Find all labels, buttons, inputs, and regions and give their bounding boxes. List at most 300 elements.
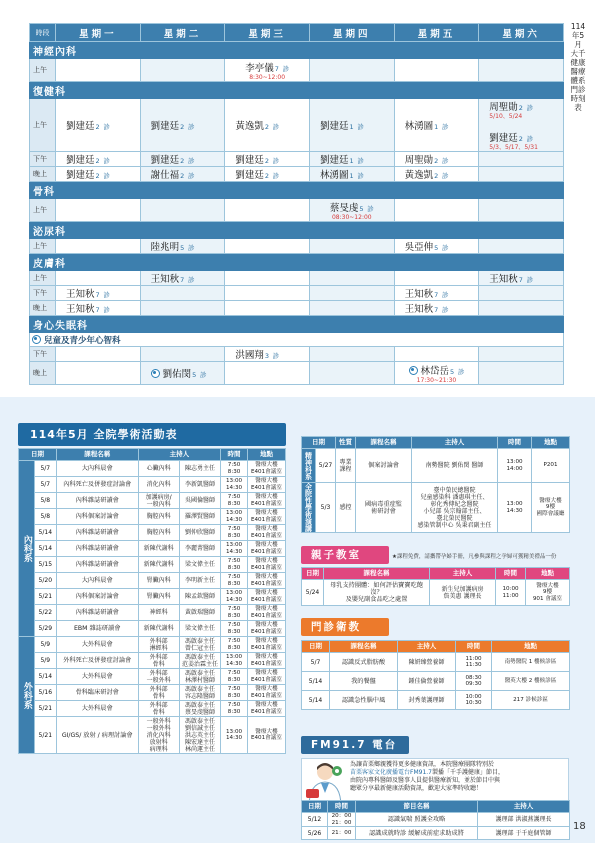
place-cell: 217 診候診區 <box>492 691 570 710</box>
academic-row <box>19 621 286 637</box>
date-cell: 5/29 <box>34 621 56 637</box>
schedule-cell <box>225 301 310 316</box>
header-cell: 時間 <box>221 449 248 461</box>
time-slot: 上午 <box>30 59 56 82</box>
fm-text-1: 為讓苗栗鄉親獲得更多健康資訊，本院醫療團隊特別於 <box>350 761 495 768</box>
schedule-cell <box>225 239 310 254</box>
dept-cell: 外科部 淋經科 <box>138 637 179 653</box>
schedule-cell <box>479 362 564 385</box>
date-cell: 5/14 <box>34 525 56 541</box>
schedule-cell <box>140 286 225 301</box>
place-cell: 醫療大樓 E401會議室 <box>247 477 285 493</box>
clinic-unit-label: 診 <box>272 157 280 165</box>
schedule-cell <box>140 271 225 286</box>
dept-cell: 腎臟內科 <box>138 589 179 605</box>
dept-cell: 一般外科 一般外科 消化內科 放射科 病理科 <box>138 717 179 754</box>
time-cell: 13:00 14:30 <box>221 509 248 525</box>
schedule-cell <box>56 99 141 152</box>
fm-row <box>302 827 570 840</box>
schedule-cell <box>309 239 394 254</box>
schedule-cell <box>394 99 479 152</box>
time-cell: 7:50 8:30 <box>221 621 248 637</box>
parent-row <box>302 580 570 606</box>
department-name: 皮膚科 <box>30 254 564 271</box>
sub-department-name: 兒童及青少年心智科 <box>44 335 121 346</box>
time-slot: 晚上 <box>30 362 56 385</box>
department-row <box>30 254 564 271</box>
doctor-name: 王知秋 <box>489 274 518 285</box>
schedule-row <box>30 271 564 286</box>
header-cell: 星期五 <box>394 24 479 42</box>
schedule-cell <box>394 59 479 82</box>
clinic-unit-label: 診 <box>188 172 195 180</box>
schedule-cell <box>479 199 564 222</box>
place-cell: 醫療大樓 E401會議室 <box>247 493 285 509</box>
department-name: 身心失眠科 <box>30 316 564 333</box>
doctor-name: 劉建廷 <box>66 121 95 132</box>
place-cell: 醫療大樓 E401會議室 <box>247 557 285 573</box>
schedule-cell <box>394 152 479 167</box>
schedule-cell <box>309 286 394 301</box>
clinic-room: 2 <box>180 157 185 165</box>
time-cell: 13:00 14:30 <box>221 717 248 754</box>
header-cell: 主持人 <box>412 437 498 449</box>
time-slot: 下午 <box>30 286 56 301</box>
dept-cell: 心臟內科 <box>138 461 179 477</box>
date-cell: 5/12 <box>302 813 328 827</box>
clinic-room: 2 <box>95 172 100 180</box>
host-cell: 吳國倫醫師 <box>179 493 220 509</box>
topic-cell: 內科個案討論會 <box>56 589 138 605</box>
doctor-name: 王知秋 <box>404 289 434 300</box>
schedule-row <box>30 347 564 362</box>
clinic-unit-label: 診 <box>357 172 364 180</box>
clinic-room: 2 <box>95 157 100 165</box>
clinic-room: 2 <box>264 123 269 131</box>
clinic-education-table <box>301 640 570 710</box>
schedule-cell <box>394 167 479 182</box>
header-cell: 日期 <box>302 437 336 449</box>
clinic-room: 2 <box>518 135 523 143</box>
time-slot: 下午 <box>30 152 56 167</box>
clinic-room: 7 <box>518 276 523 284</box>
clinic-room: 2 <box>518 104 523 112</box>
header-cell: 課程名稱 <box>356 437 412 449</box>
schedule-cell <box>479 99 564 152</box>
parent-class-note: ★課程免費，請攜帶孕婦手冊，凡參與課程之孕婦可獲精美禮品一份 <box>392 554 557 560</box>
clinic-room: 2 <box>264 157 269 165</box>
header-cell: 課程名稱 <box>324 568 430 580</box>
schedule-cell <box>225 199 310 222</box>
time-cell: 7:50 8:30 <box>221 573 248 589</box>
clinic-room: 5 <box>180 244 185 252</box>
clinic-room: 7 <box>95 291 100 299</box>
header-cell: 星期三 <box>225 24 310 42</box>
department-row <box>30 182 564 199</box>
schedule-cell <box>309 199 394 222</box>
time-cell: 7:50 8:30 <box>221 685 248 701</box>
clinic-unit-label: 診 <box>441 244 449 252</box>
schedule-cell <box>56 347 141 362</box>
academic-row <box>19 605 286 621</box>
schedule-cell <box>225 286 310 301</box>
clinic-unit-label: 診 <box>441 291 449 299</box>
schedule-cell <box>394 286 479 301</box>
schedule-row <box>30 286 564 301</box>
time-cell: 13:00 14:30 <box>221 653 248 669</box>
department-name: 骨科 <box>30 182 564 199</box>
host-cell: 馮啟泰主任 范姜治霖主任 <box>179 653 220 669</box>
topic-cell: 大外科晨會 <box>56 701 138 717</box>
date-cell: 5/14 <box>34 669 56 685</box>
schedule-row <box>30 199 564 222</box>
topic-cell: 認識反式脂肪酸 <box>330 653 398 672</box>
clinic-education-title: 門診衛教 <box>301 618 389 636</box>
clinic-room: 2 <box>434 157 439 165</box>
time-slot: 上午 <box>30 271 56 286</box>
header-cell: 課程名稱 <box>330 641 398 653</box>
fm-text-2: 製播「千手護健康」節目， <box>432 769 505 776</box>
clinic-unit-label: 診 <box>103 291 110 299</box>
academic-row <box>19 717 286 754</box>
fm-radio-description <box>350 761 565 793</box>
table-header-row <box>302 568 570 580</box>
doctor-name: 黃逸凱 <box>404 170 434 181</box>
doctor-name: 黃逸凱 <box>235 121 264 132</box>
clinic-room: 1 <box>349 157 354 165</box>
academic-row <box>19 685 286 701</box>
time-cell: 7:50 8:30 <box>221 493 248 509</box>
topic-cell: 內科個案討論會 <box>56 509 138 525</box>
type-cell: 感控 <box>336 483 356 533</box>
schedule-cell <box>479 347 564 362</box>
date-cell: 5/14 <box>302 672 330 691</box>
schedule-cell <box>479 152 564 167</box>
date-cell: 5/7 <box>34 477 56 493</box>
group-label: 外科系 <box>19 637 35 754</box>
doctor-name: 林岱岳 <box>420 365 450 377</box>
academic-row <box>19 669 286 685</box>
schedule-cell <box>479 239 564 254</box>
schedule-cell <box>56 239 141 254</box>
time-cell: 7:50 8:30 <box>221 701 248 717</box>
schedule-cell <box>394 271 479 286</box>
clinic-room: 7 <box>434 306 439 314</box>
doctor-name: 劉建廷 <box>235 155 264 166</box>
topic-cell: 外科死亡及併發症討論會 <box>56 653 138 669</box>
host-cell: 馮啟泰主任 曾仁冠主任 <box>179 637 220 653</box>
dept-cell: 外科部 骨科 <box>138 685 179 701</box>
header-cell: 主持人 <box>398 641 456 653</box>
clinic-unit-label: 診 <box>272 172 280 180</box>
schedule-cell <box>394 239 479 254</box>
host-cell: 黃啟瑞醫師 <box>179 605 220 621</box>
header-cell: 時間 <box>496 568 526 580</box>
academic-row <box>19 509 286 525</box>
topic-cell: 大外科晨會 <box>56 669 138 685</box>
schedule-cell <box>394 301 479 316</box>
dept-cell: 新陳代謝科 <box>138 557 179 573</box>
clinic-unit-label: 診 <box>441 306 449 314</box>
clinic-room: 7 <box>434 291 439 299</box>
schedule-cell <box>225 362 310 385</box>
schedule-cell <box>309 167 394 182</box>
academic-row <box>19 525 286 541</box>
clinic-unit-label: 診 <box>103 172 110 180</box>
clinic-room: 2 <box>95 123 100 131</box>
topic-cell: 個案討論會 <box>356 449 412 483</box>
doctor-name: 劉建廷 <box>319 121 349 132</box>
time-cell: 08:30 09:30 <box>456 672 492 691</box>
clinic-unit-label: 診 <box>188 157 195 165</box>
doctor-name: 王知秋 <box>150 274 180 285</box>
header-cell: 主持人 <box>138 449 221 461</box>
schedule-cell <box>479 167 564 182</box>
schedule-cell <box>479 301 564 316</box>
clinic-room: 5 <box>434 244 439 252</box>
clinic-row <box>302 691 570 710</box>
clinic-unit-label: 診 <box>188 244 195 252</box>
type-cell: 專業課程 <box>336 449 356 483</box>
host-cell: 陳孟欽醫師 <box>179 589 220 605</box>
doctor-name: 劉建廷 <box>66 170 95 181</box>
host-cell: 新生兒加護病房 詹美惠 護理長 <box>430 580 496 606</box>
header-cell: 日期 <box>302 641 330 653</box>
host-cell: 劉仲欣醫師 <box>179 525 220 541</box>
header-cell: 日期 <box>302 568 324 580</box>
host-cell: 護理部 洪淑燕護理長 <box>478 813 570 827</box>
host-cell: 南勢醫院 劉佑閔 醫師 <box>412 449 498 483</box>
clinic-room: 1 <box>349 172 354 180</box>
place-cell: 醫療大樓 9樓 901 會議室 <box>526 580 570 606</box>
header-cell: 星期四 <box>309 24 394 42</box>
academic-row <box>19 557 286 573</box>
doctor-name: 王知秋 <box>66 304 95 315</box>
schedule-cell <box>56 199 141 222</box>
clinic-room: 1 <box>349 123 354 131</box>
header-cell: 日期 <box>19 449 57 461</box>
date-cell: 5/15 <box>34 557 56 573</box>
clinic-room: 1 <box>434 123 439 131</box>
time-slot: 下午 <box>30 347 56 362</box>
department-row <box>30 222 564 239</box>
date-cell: 5/24 <box>302 580 324 606</box>
topic-cell: 內科雜誌研讀會 <box>56 493 138 509</box>
date-cell: 5/14 <box>34 541 56 557</box>
schedule-cell <box>394 347 479 362</box>
topic-cell: 大內科晨會 <box>56 461 138 477</box>
schedule-cell <box>140 152 225 167</box>
psych-row <box>302 483 570 533</box>
date-cell: 5/21 <box>34 589 56 605</box>
topic-cell: 母乳支持團體：如何評估寶寶吃飽沒？ 及嬰兒副食品吃之處置 <box>324 580 430 606</box>
clinic-unit-label: 診 <box>526 135 534 143</box>
date-cell: 5/9 <box>34 653 56 669</box>
time-slot: 晚上 <box>30 167 56 182</box>
place-cell: P201 <box>532 449 570 483</box>
doctor-name: 蔡旻虔 <box>329 202 359 214</box>
date-cell: 5/16 <box>34 685 56 701</box>
schedule-cell <box>140 239 225 254</box>
place-cell: 醫療大樓 E401會議室 <box>247 573 285 589</box>
clinic-unit-label: 診 <box>526 104 534 112</box>
topic-cell: 內科雜誌研讀會 <box>56 541 138 557</box>
header-cell: 性質 <box>336 437 356 449</box>
clinic-unit-label: 診 <box>103 306 110 314</box>
schedule-row <box>30 239 564 254</box>
clinic-unit-label: 診 <box>367 204 374 213</box>
header-cell: 主持人 <box>430 568 496 580</box>
academic-row <box>19 653 286 669</box>
topic-cell: 內科雜誌研讀會 <box>56 557 138 573</box>
clinic-room: 7 <box>180 276 185 284</box>
topic-cell: 內科雜誌研讀會 <box>56 605 138 621</box>
clinic-unit-label: 診 <box>357 157 364 165</box>
dept-cell: 胸腔內科 <box>138 509 179 525</box>
clinic-unit-label: 診 <box>441 172 449 180</box>
topic-cell: 認識氣喘 照護全攻略 <box>356 813 478 827</box>
clinic-unit-label: 診 <box>272 123 280 131</box>
clinic-row <box>302 672 570 691</box>
schedule-cell <box>479 286 564 301</box>
department-row <box>30 42 564 59</box>
schedule-cell <box>56 271 141 286</box>
academic-row <box>19 701 286 717</box>
time-cell: 13:00 14:30 <box>221 589 248 605</box>
place-cell: 醫療大樓 9樓 國際會議廳 <box>532 483 570 533</box>
topic-cell: 大內科晨會 <box>56 573 138 589</box>
time-cell: 13:00 14:30 <box>498 483 532 533</box>
fm-row <box>302 813 570 827</box>
table-header-row <box>302 801 570 813</box>
clinic-row <box>302 653 570 672</box>
clinic-time: 08:30~12:00 <box>331 213 372 221</box>
schedule-cell <box>394 199 479 222</box>
time-cell: 13:00 14:30 <box>221 541 248 557</box>
schedule-cell <box>225 347 310 362</box>
schedule-cell <box>225 99 310 152</box>
time-cell: 7:50 8:30 <box>221 525 248 541</box>
department-name: 復健科 <box>30 82 564 99</box>
date-cell: 5/3 <box>316 483 336 533</box>
clinic-unit-label: 診 <box>441 123 449 131</box>
clinic-room: 2 <box>180 123 185 131</box>
schedule-cell <box>479 59 564 82</box>
group-label: 全院性學術演講 <box>302 483 316 533</box>
host-cell: 李麗菁醫師 <box>179 541 220 557</box>
fm-text-4: 聽眾分享最新健康活動資訊，歡迎大家準時收聽！ <box>350 785 483 792</box>
host-cell: 羅澤賢醫師 <box>179 509 220 525</box>
place-cell: 醫療大樓 E401會議室 <box>247 669 285 685</box>
doctor-name: 劉建廷 <box>489 133 518 144</box>
clinic-unit-label: 診 <box>457 367 465 376</box>
schedule-row <box>30 362 564 385</box>
date-cell: 5/14 <box>302 691 330 710</box>
header-cell: 時間 <box>456 641 492 653</box>
doctor-name: 王知秋 <box>66 289 95 300</box>
host-cell: 梁文偉主任 <box>179 621 220 637</box>
header-cell: 地點 <box>247 449 285 461</box>
place-cell: 醫療大樓 E401會議室 <box>247 509 285 525</box>
header-cell: 時間 <box>328 801 356 813</box>
place-cell: 醫療大樓 E401會議室 <box>247 621 285 637</box>
place-cell: 醫英大樓 2 樓候診區 <box>492 672 570 691</box>
doctor-name: 李亭儀 <box>245 62 274 74</box>
header-cell: 課程名稱 <box>56 449 138 461</box>
place-cell: 醫療大樓 E401會議室 <box>247 461 285 477</box>
place-cell: 醫療大樓 E401會議室 <box>247 717 285 754</box>
time-cell: 7:50 8:30 <box>221 605 248 621</box>
academic-row <box>19 461 286 477</box>
date-cell: 5/26 <box>302 827 328 840</box>
table-header-row <box>19 449 286 461</box>
place-cell: 醫療大樓 E401會議室 <box>247 589 285 605</box>
time-cell: 11:00 11:30 <box>456 653 492 672</box>
clinic-time: 8:30~12:00 <box>249 73 286 81</box>
location-pin-icon <box>409 366 418 375</box>
schedule-cell <box>225 59 310 82</box>
doctor-name: 劉建廷 <box>66 155 95 166</box>
header-cell: 星期二 <box>140 24 225 42</box>
topic-cell: 內科雜誌研讀會 <box>56 525 138 541</box>
dept-cell: 外科部 骨科 <box>138 701 179 717</box>
doctor-name: 劉建廷 <box>235 170 264 181</box>
clinic-time: 5/10、5/24 <box>489 113 523 120</box>
date-cell: 5/7 <box>302 653 330 672</box>
academic-row <box>19 493 286 509</box>
academic-table <box>18 448 286 754</box>
date-cell: 5/21 <box>34 717 56 754</box>
header-cell: 地點 <box>526 568 570 580</box>
clinic-room: 5 <box>450 367 455 376</box>
group-label: 內科系 <box>19 461 35 637</box>
group-label: 精神科系 <box>302 449 316 483</box>
clinic-unit-label: 診 <box>188 276 195 284</box>
dept-cell: 胸腔內科 <box>138 525 179 541</box>
schedule-cell <box>56 301 141 316</box>
header-cell: 日期 <box>302 801 328 813</box>
time-slot: 上午 <box>30 239 56 254</box>
place-cell: 醫療大樓 E401會議室 <box>247 637 285 653</box>
date-cell: 5/8 <box>34 509 56 525</box>
clinic-room: 2 <box>180 172 185 180</box>
schedule-cell <box>56 152 141 167</box>
time-cell: 13:00 14:30 <box>221 477 248 493</box>
host-cell: 梁文偉主任 <box>179 557 220 573</box>
host-cell: 陳志勇主任 <box>179 461 220 477</box>
topic-cell: 認識急性腦中風 <box>330 691 398 710</box>
dept-cell: 神經科 <box>138 605 179 621</box>
schedule-cell <box>140 199 225 222</box>
academic-row <box>19 589 286 605</box>
clinic-time: 17:30~21:30 <box>416 376 457 384</box>
date-cell: 5/8 <box>34 493 56 509</box>
fm-radio-table <box>301 800 570 840</box>
time-slot: 上午 <box>30 99 56 152</box>
doctor-name: 王知秋 <box>404 304 434 315</box>
clinic-room: 3 <box>264 352 269 360</box>
schedule-cell <box>309 301 394 316</box>
time-cell: 7:50 8:30 <box>221 669 248 685</box>
host-cell: 李新凱醫師 <box>179 477 220 493</box>
academic-row <box>19 541 286 557</box>
department-row <box>30 316 564 333</box>
doctor-name: 劉建廷 <box>150 121 180 132</box>
time-cell: 21：00 <box>328 827 356 840</box>
place-cell: 醫療大樓 E401會議室 <box>247 701 285 717</box>
doctor-name: 林湧圖 <box>319 170 349 181</box>
schedule-cell <box>56 59 141 82</box>
